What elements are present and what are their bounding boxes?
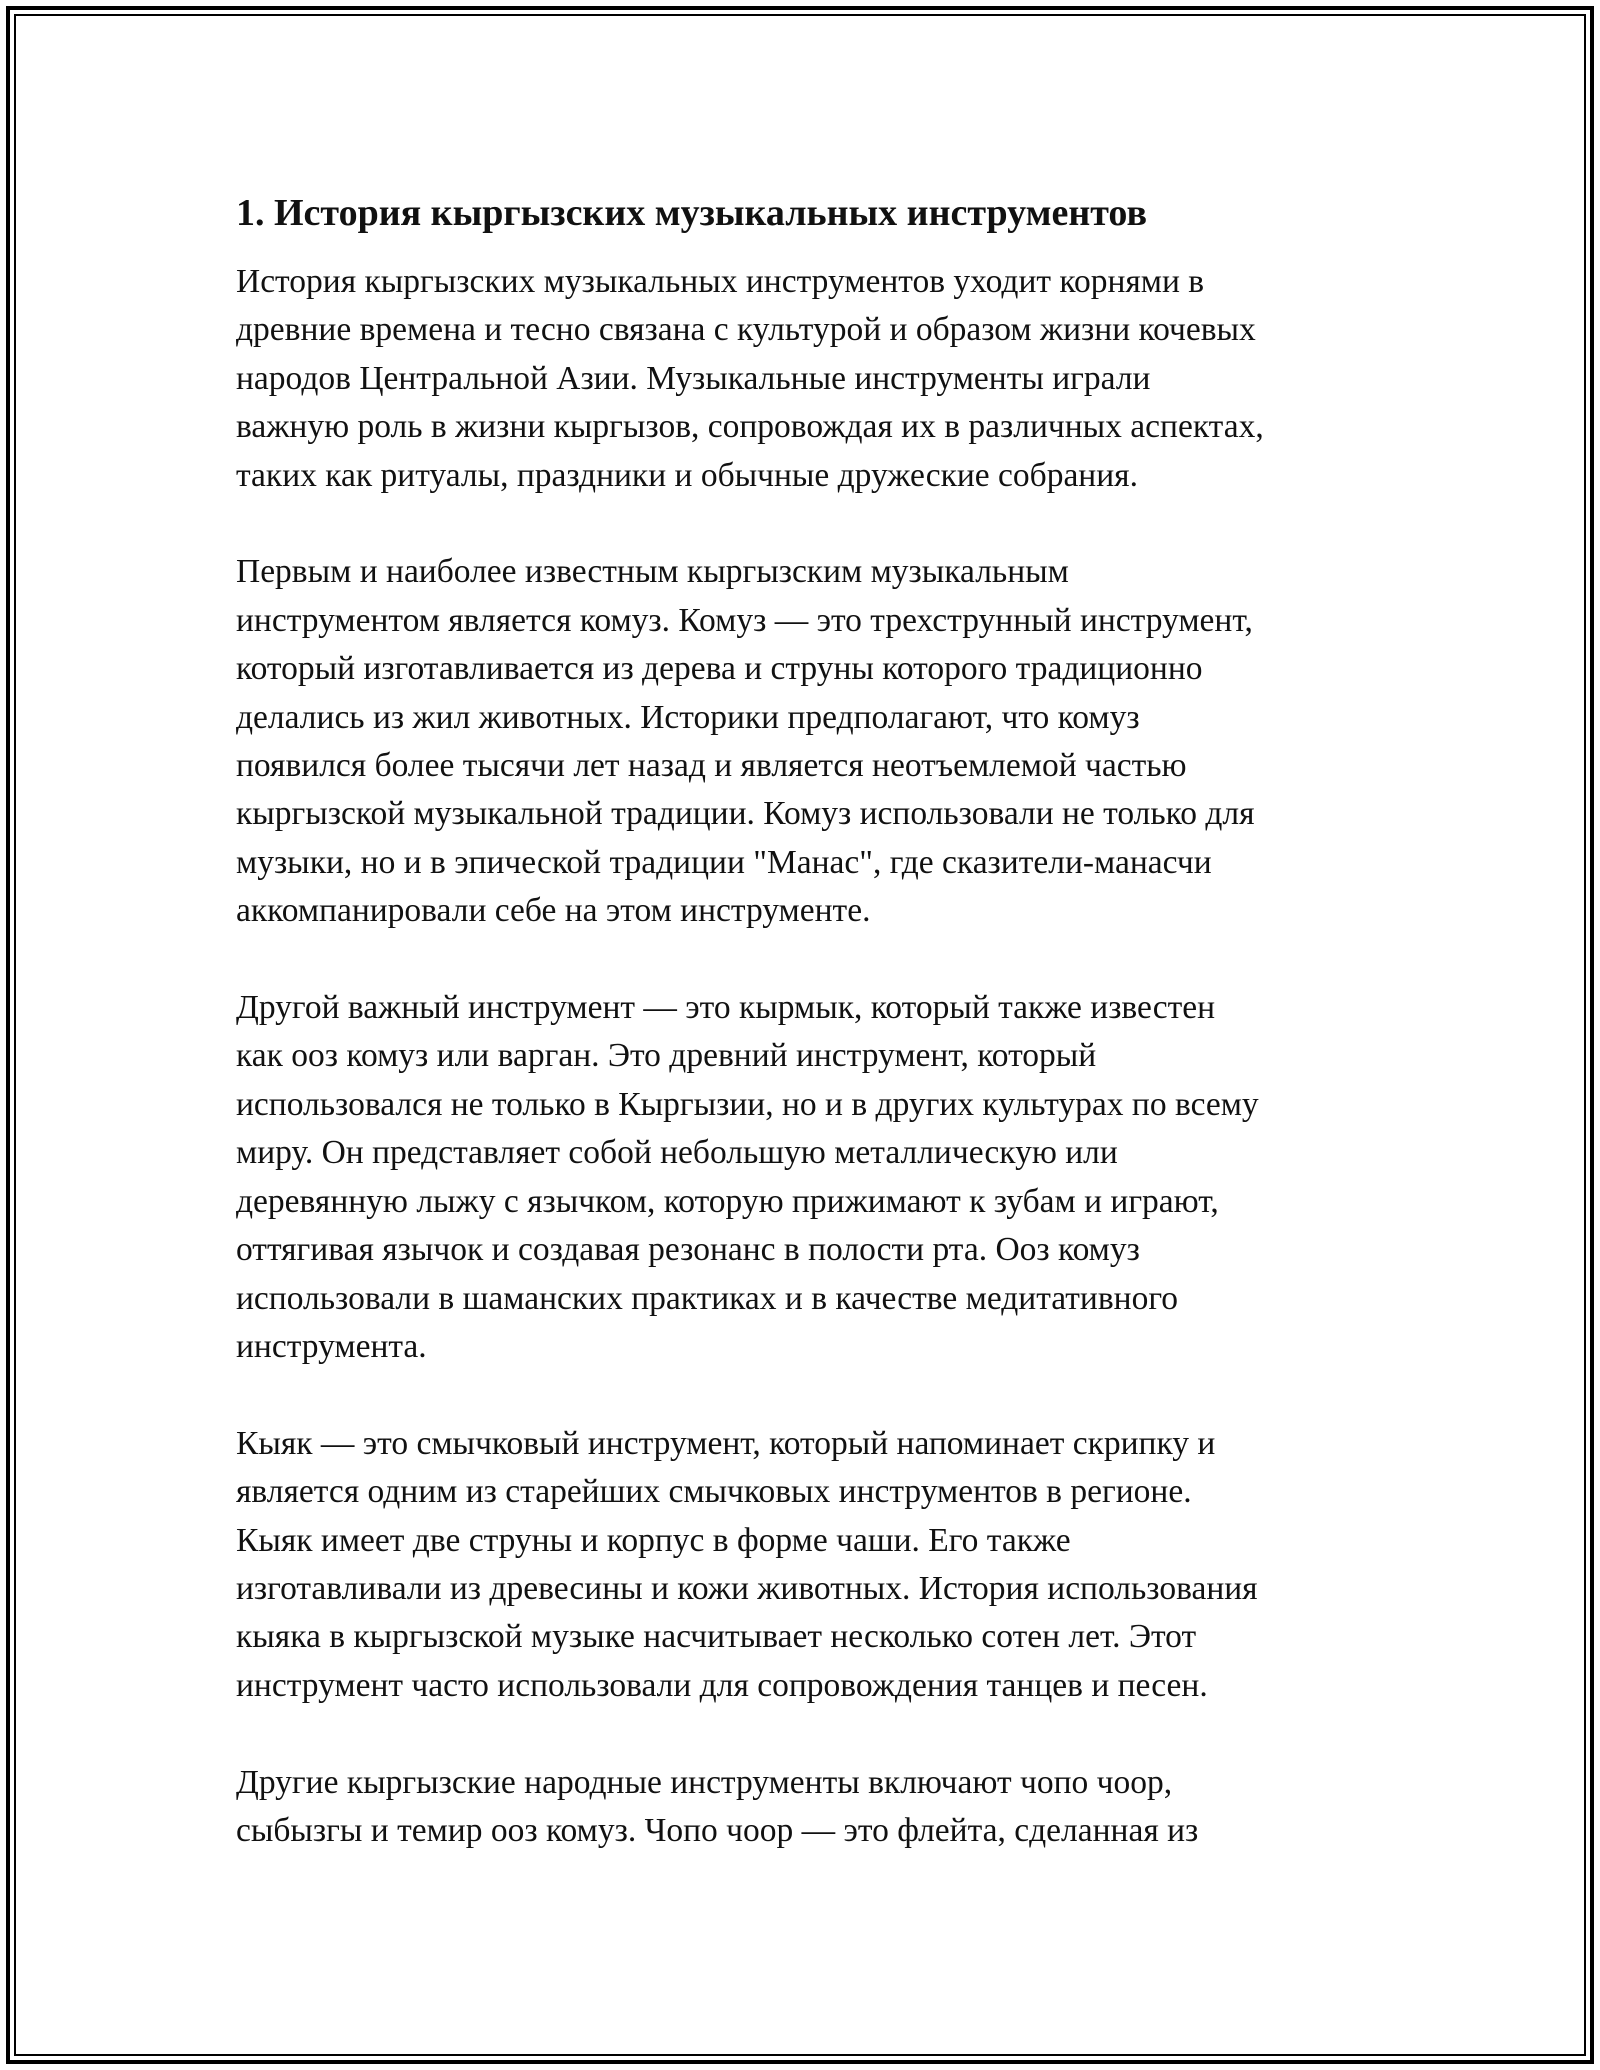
paragraph-komuz: Первым и наиболее известным кыргызским музыкальным инструментом является комуз. Комуз — это трехструнный инструмент, который изготавливается из дерева и струны которого традиционно делались из жил животных. Историки предполагают, что комуз появился более тысячи лет назад и является неотъемлемой частью кыргызской музыкальной традиции. Комуз использовали не только для музыки, но и в эпической традиции "Манас", где сказители-манасчи аккомпанировали себе на этом инструменте. (236, 553, 1255, 930)
paragraph-kyrmyk: Другой важный инструмент — это кырмык, который также известен как ооз комуз или варган. Это древний инструмент, который использовался не только в Кыргызии, но и в других культурах по всему миру. Он представляет собой небольшую металлическую или деревянную лыжу с язычком, которую прижимают к зубам и играют, оттягивая язычок и создавая резонанс в полости рта. Ооз комуз использовали в шаманских практиках и в качестве медитативного инструмента. (236, 989, 1259, 1365)
paragraph-history-intro: История кыргызских музыкальных инструментов уходит корнями в древние времена и тесно связана с культурой и образом жизни кочевых народов Центральной Азии. Музыкальные инструменты играли важную роль в жизни кыргызов, сопровождая их в различных аспектах, таких как ритуалы, праздники и обычные дружеские собрания. (236, 263, 1264, 494)
paragraph-other-instruments: Другие кыргызские народные инструменты включают чопо чоор, сыбызгы и темир ооз комуз. Чопо чоор — это флейта, сделанная из (236, 1763, 1199, 1849)
section-heading: 1. История кыргызских музыкальных инструментов (236, 192, 1147, 234)
document-body (236, 188, 1376, 1904)
paragraph-kyyak: Кыяк — это смычковый инструмент, который напоминает скрипку и является одним из старейших смычковых инструментов в регионе. Кыяк имеет две струны и корпус в форме чаши. Его также изготавливали из древесины и кожи животных. История использования кыяка в кыргызской музыке насчитывает несколько сотен лет. Этот инструмент часто использовали для сопровождения танцев и песен. (236, 1424, 1258, 1704)
